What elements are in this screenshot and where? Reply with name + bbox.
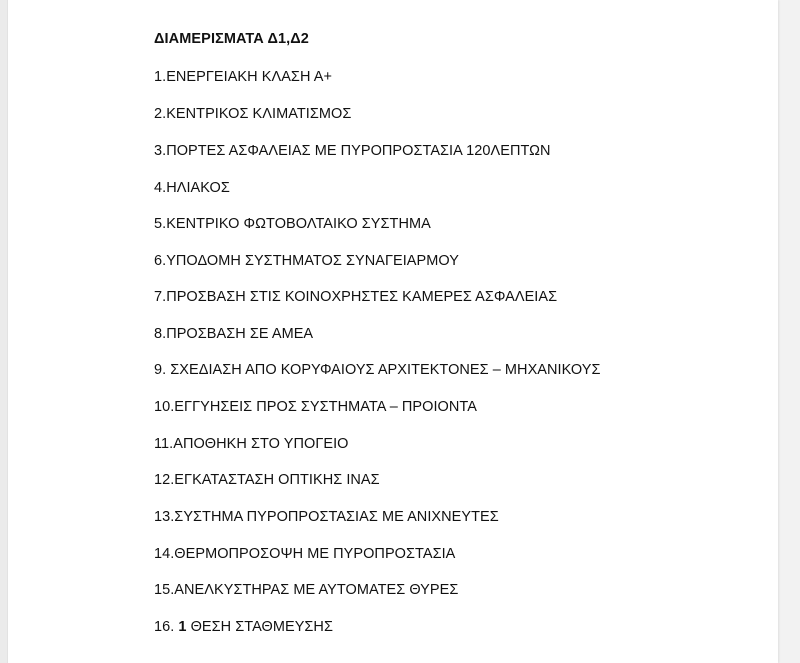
list-item: 2.ΚΕΝΤΡΙΚΟΣ ΚΛΙΜΑΤΙΣΜΟΣ — [154, 106, 352, 122]
list-item: 9. ΣΧΕΔΙΑΣΗ ΑΠΟ ΚΟΡΥΦΑΙΟΥΣ ΑΡΧΙΤΕΚΤΟΝΕΣ – ΜΗΧΑΝΙΚΟΥΣ — [154, 362, 601, 378]
document-title: ΔΙΑΜΕΡΙΣΜΑΤΑ Δ1,Δ2 — [154, 31, 309, 47]
list-item: 14.ΘΕΡΜΟΠΡΟΣΟΨΗ ΜΕ ΠΥΡΟΠΡΟΣΤΑΣΙΑ — [154, 546, 456, 562]
list-item: 4.ΗΛΙΑΚΟΣ — [154, 180, 230, 196]
list-item-prefix: 16. — [154, 619, 179, 635]
list-item: 1.ΕΝΕΡΓΕΙΑΚΗ ΚΛΑΣΗ Α+ — [154, 69, 332, 85]
list-item: 10.ΕΓΓΥΗΣΕΙΣ ΠΡΟΣ ΣΥΣΤΗΜΑΤΑ – ΠΡΟΙΟΝΤΑ — [154, 399, 477, 415]
list-item-suffix: ΘΕΣΗ ΣΤΑΘΜΕΥΣΗΣ — [186, 619, 333, 635]
list-item-last — [154, 619, 333, 635]
list-item: 3.ΠΟΡΤΕΣ ΑΣΦΑΛΕΙΑΣ ΜΕ ΠΥΡΟΠΡΟΣΤΑΣΙΑ 120ΛΕΠΤΩΝ — [154, 143, 551, 159]
list-item: 12.ΕΓΚΑΤΑΣΤΑΣΗ ΟΠΤΙΚΗΣ ΙΝΑΣ — [154, 472, 380, 488]
list-item: 15.ΑΝΕΛΚΥΣΤΗΡΑΣ ΜΕ ΑΥΤΟΜΑΤΕΣ ΘΥΡΕΣ — [154, 582, 459, 598]
list-item: 5.ΚΕΝΤΡΙΚΟ ΦΩΤΟΒΟΛΤΑΙΚΟ ΣΥΣΤΗΜΑ — [154, 216, 431, 232]
viewer-left-edge — [0, 0, 8, 663]
list-item: 6.ΥΠΟΔΟΜΗ ΣΥΣΤΗΜΑΤΟΣ ΣΥΝΑΓΕΙΑΡΜΟΥ — [154, 253, 459, 269]
bold-number: 1 — [178, 619, 187, 635]
list-item: 8.ΠΡΟΣΒΑΣΗ ΣΕ ΑΜΕΑ — [154, 326, 314, 342]
document-page — [8, 0, 778, 663]
list-item: 7.ΠΡΟΣΒΑΣΗ ΣΤΙΣ ΚΟΙΝΟΧΡΗΣΤΕΣ ΚΑΜΕΡΕΣ ΑΣΦΑΛΕΙΑΣ — [154, 289, 558, 305]
list-item: 11.ΑΠΟΘΗΚΗ ΣΤΟ ΥΠΟΓΕΙΟ — [154, 436, 349, 452]
list-item: 13.ΣΥΣΤΗΜΑ ΠΥΡΟΠΡΟΣΤΑΣΙΑΣ ΜΕ ΑΝΙΧΝΕΥΤΕΣ — [154, 509, 499, 525]
